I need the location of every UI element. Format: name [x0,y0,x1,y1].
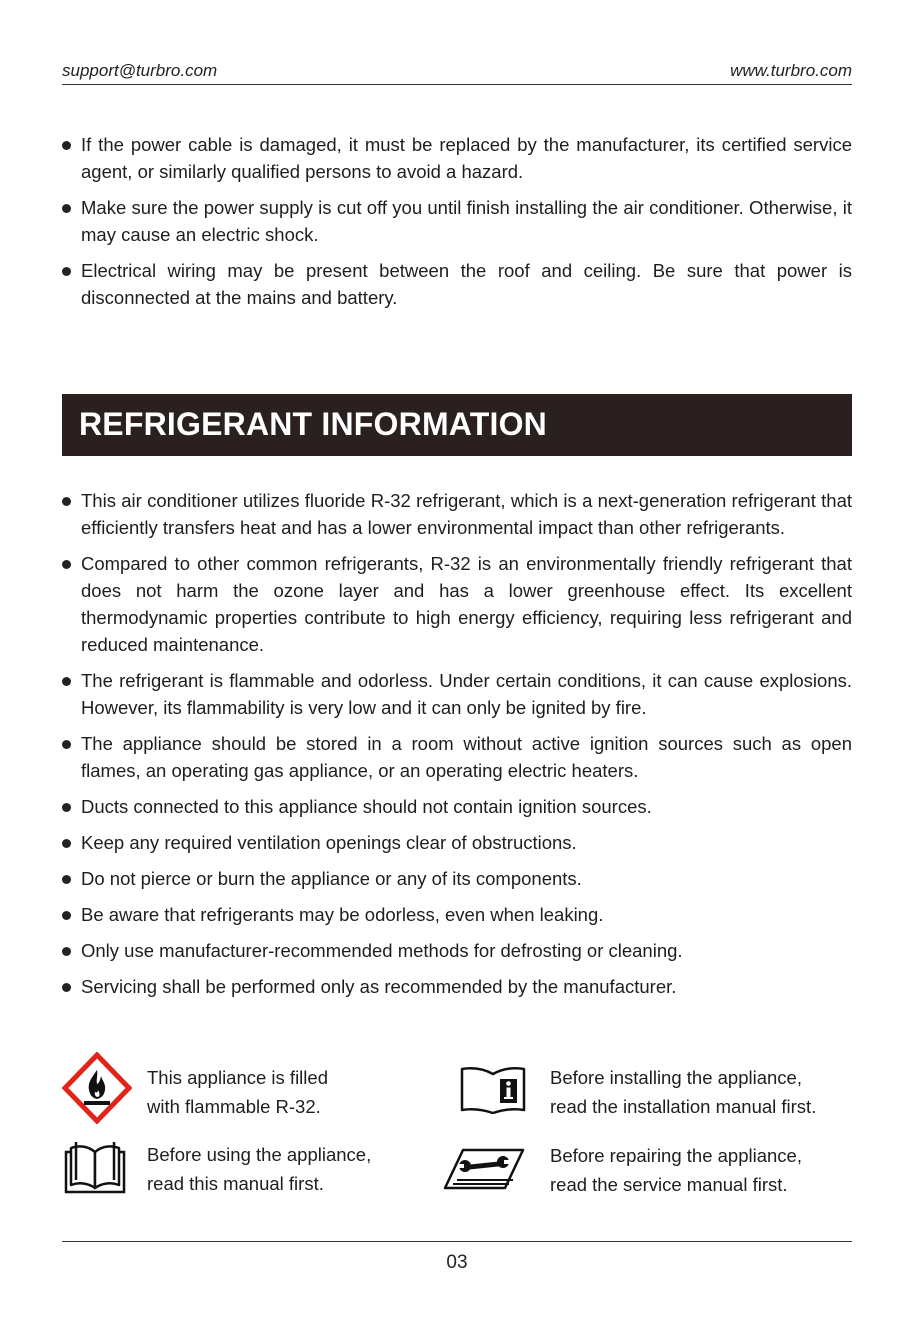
list-item: This air conditioner utilizes fluoride R-32 refrigerant, which is a next-generation refrigerant that efficiently transfers heat and has a lower environmental impact than other refrigerants. [62,487,852,541]
refrigerant-list [62,487,852,1009]
list-item: Ducts connected to this appliance should not contain ignition sources. [62,793,852,820]
list-item: Do not pierce or burn the appliance or any of its components. [62,865,852,892]
flammable-notice: This appliance is filled with flammable R-32. [147,1067,328,1117]
page-number: 03 [446,1252,468,1273]
section-title: REFRIGERANT INFORMATION [79,406,547,442]
section-banner [62,394,852,456]
info-manual-icon [460,1066,526,1114]
service-manual-notice: Before repairing the appliance, read the service manual first. [550,1145,802,1195]
support-email: support@turbro.com [62,61,218,80]
footer-divider [62,1241,852,1242]
install-manual-notice: Before installing the appliance, read the installation manual first. [550,1067,817,1117]
page-header [62,58,852,85]
list-item: The appliance should be stored in a room without active ignition sources such as open flames, an operating gas appliance, or an operating electric heaters. [62,730,852,784]
list-item: Be aware that refrigerants may be odorless, even when leaking. [62,901,852,928]
list-item: The refrigerant is flammable and odorless. Under certain conditions, it can cause explosions. However, its flammability is very low and it can only be ignited by fire. [62,667,852,721]
list-item: If the power cable is damaged, it must be replaced by the manufacturer, its certified service agent, or similarly qualified persons to avoid a hazard. [62,131,852,185]
list-item: Keep any required ventilation openings clear of obstructions. [62,829,852,856]
list-item: Electrical wiring may be present between the roof and ceiling. Be sure that power is disconnected at the mains and battery. [62,257,852,311]
list-item: Servicing shall be performed only as recommended by the manufacturer. [62,973,852,1000]
list-item: Only use manufacturer-recommended methods for defrosting or cleaning. [62,937,852,964]
open-book-icon [64,1140,126,1194]
flammable-warning-icon [62,1052,132,1124]
website-url: www.turbro.com [730,61,852,80]
user-manual-notice: Before using the appliance, read this manual first. [147,1144,372,1194]
list-item: Make sure the power supply is cut off you until finish installing the air conditioner. Otherwise, it may cause an electric shock. [62,194,852,248]
list-item: Compared to other common refrigerants, R-32 is an environmentally friendly refrigerant that does not harm the ozone layer and has a lower greenhouse effect. Its excellent thermodynamic properties contribute to high energy efficiency, requiring less refrigerant and reduced maintenance. [62,550,852,658]
service-manual-wrench-icon [443,1146,525,1192]
safety-list [62,131,852,320]
